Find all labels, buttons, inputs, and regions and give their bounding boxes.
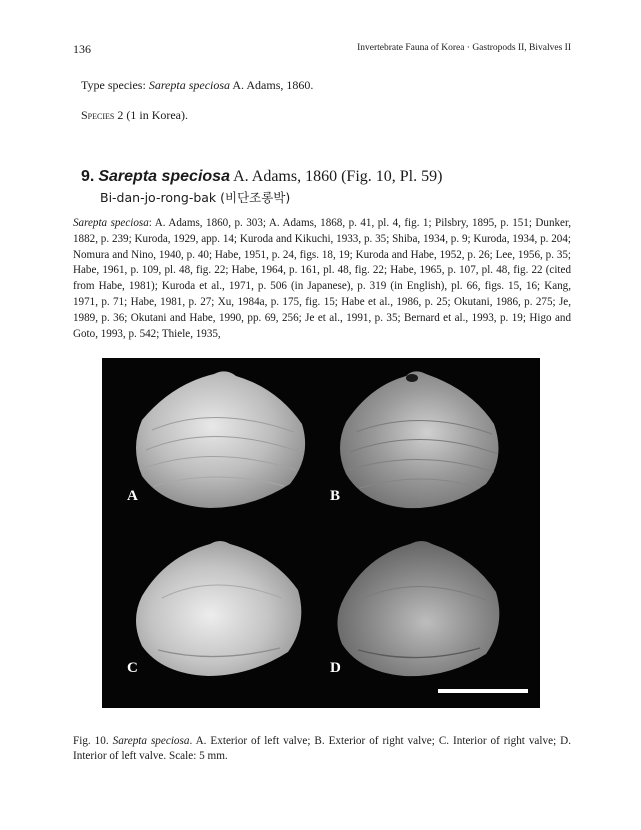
entry-author-ref: A. Adams, 1860 (Fig. 10, Pl. 59) — [233, 168, 443, 185]
panel-label-c: C — [127, 660, 138, 676]
type-species-name: Sarepta speciosa — [148, 78, 231, 92]
entry-number: 9. — [81, 168, 95, 185]
type-species-label: Type species: — [81, 78, 146, 92]
panel-label-b: B — [330, 488, 341, 504]
species-count-label: Species — [81, 108, 115, 122]
shell-a-exterior-left-valve — [136, 371, 305, 508]
synonymy-paragraph — [73, 216, 571, 342]
caption-text: . A. Exterior of left valve; B. Exterior of right valve; C. Interior of right valve; D. Interior of left valve. Scale: 5 mm. — [73, 735, 571, 762]
panel-label-a: A — [127, 488, 138, 504]
figure-plate — [102, 358, 540, 708]
synonymy-lead-name: Sarepta speciosa — [73, 217, 149, 229]
page-number: 136 — [73, 42, 91, 56]
scale-bar — [438, 689, 528, 693]
entry-species-name: Sarepta speciosa — [98, 168, 230, 185]
shell-d-interior-left-valve — [337, 541, 499, 676]
species-entry-title — [81, 168, 442, 186]
shell-photographs — [102, 358, 540, 708]
shell-b-exterior-right-valve — [340, 371, 499, 508]
korean-common-name: Bi-dan-jo-rong-bak (비단조롱박) — [100, 190, 291, 205]
panel-label-d: D — [330, 660, 341, 676]
species-count-line — [81, 108, 188, 123]
figure-caption — [73, 734, 571, 764]
species-count-value: 2 (1 in Korea). — [117, 108, 188, 122]
type-species-line — [81, 78, 313, 93]
caption-species: Sarepta speciosa — [112, 735, 190, 747]
running-head: Invertebrate Fauna of Korea · Gastropods II, Bivalves II — [357, 43, 571, 53]
page-header — [73, 42, 571, 56]
shell-c-interior-right-valve — [136, 541, 301, 676]
synonymy-text: : A. Adams, 1860, p. 303; A. Adams, 1868, p. 41, pl. 4, fig. 1; Pilsbry, 1895, p. 151; Dunker, 1882, p. 239; Kuroda, 1929, app. 14; Kuroda and Kikuchi, 1933, p. 35; Shiba, 1934, p. 9; Kuroda, 1934, p. 204; Nomura and Nino, 1940, p. 40; Habe, 1951, p. 24, figs. 18, 19; Kuroda and Habe, 1952, p. 26; Lee, 1956, p. 35; Habe, 1961, p. 109, pl. 48, fig. 22; Habe, 1964, p. 161, pl. 48, fig. 22; Habe, 1965, p. 107, pl. 48, fig. 22 (cited from Habe, 1981); Kuroda et al., 1971, p. 506 (in Japanese), p. 319 (in English), pl. 66, figs. 15, 16; Kang, 1971, p. 71; Habe, 1981, p. 27; Xu, 1984a, p. 175, fig. 15; Habe et al., 1986, p. 25; Okutani, 1986, p. 275; Je, 1989, p. 36; Okutani and Habe, 1990, pp. 69, 256; Je et al., 1991, p. 35; Bernard et al., 1993, p. 19; Higo and Goto, 1993, p. 542; Thiele, 1935, — [73, 217, 572, 340]
caption-prefix: Fig. 10. — [73, 735, 109, 747]
type-species-author: A. Adams, 1860. — [232, 78, 314, 92]
